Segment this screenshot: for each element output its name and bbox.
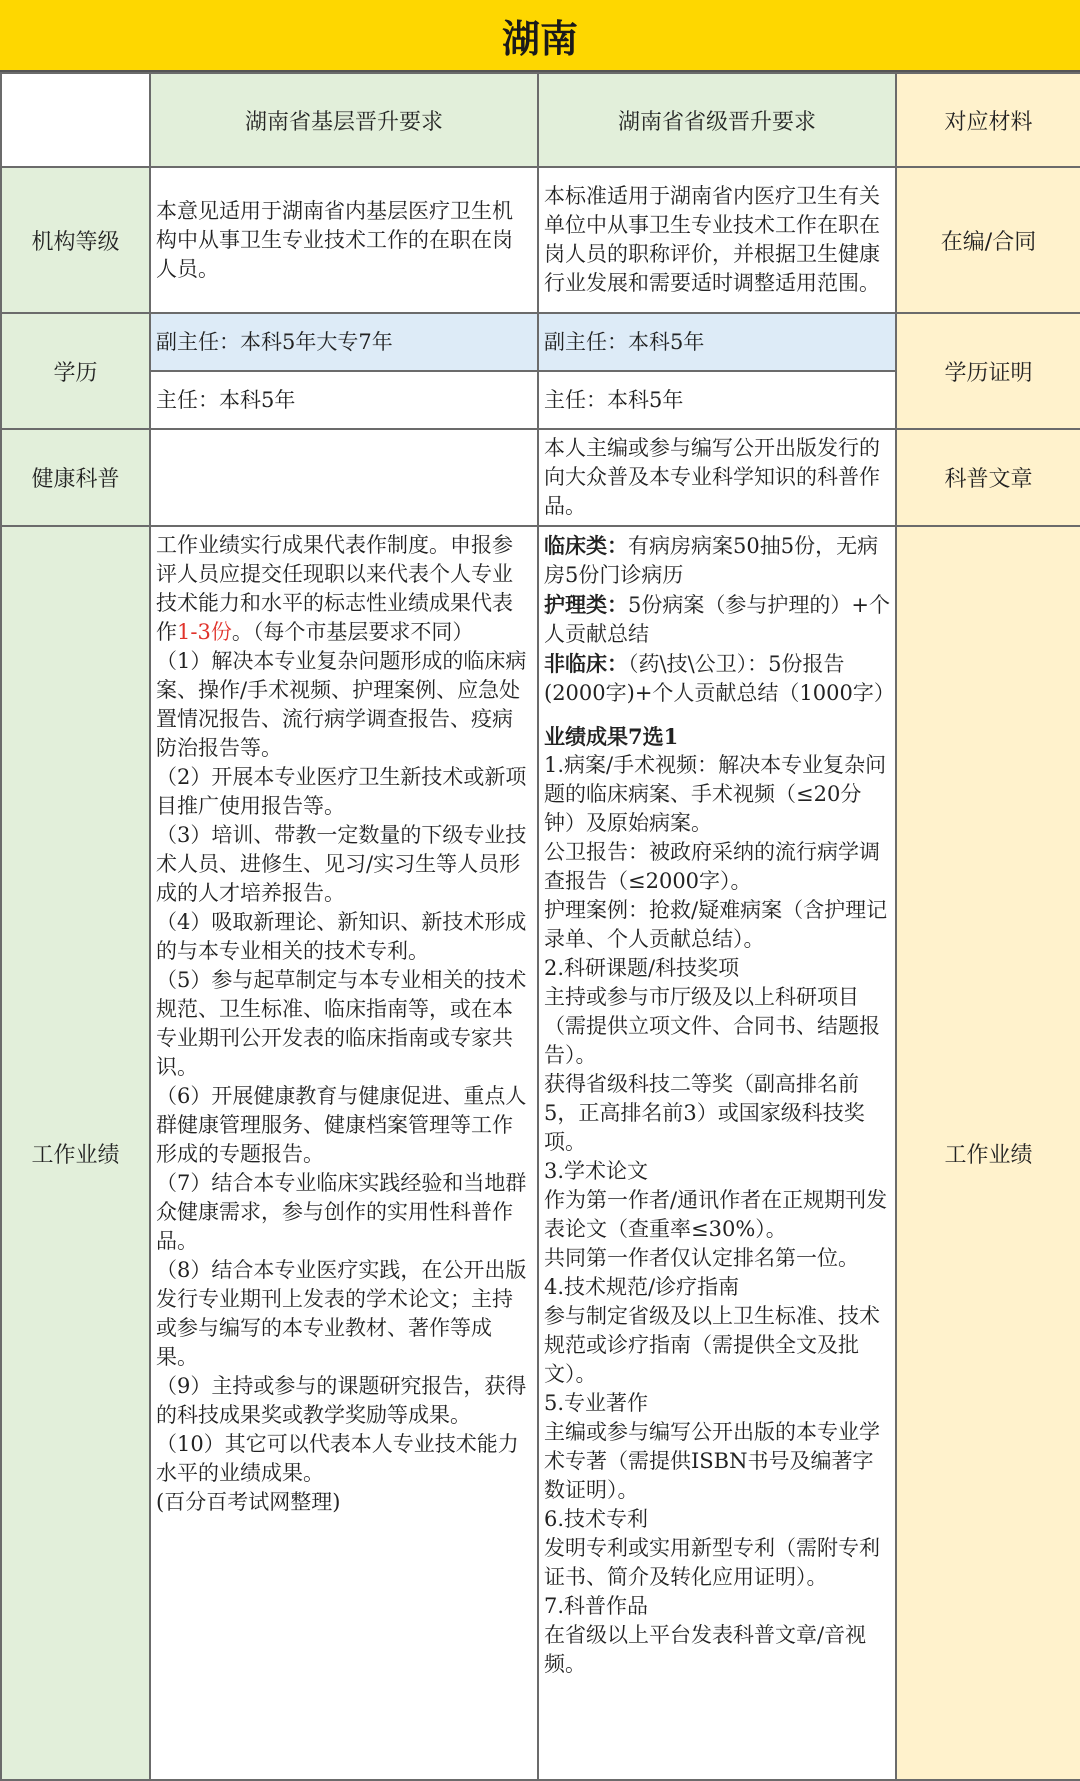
provincial-item: 发明专利或实用新型专利（需附专利证书、简介及转化应用证明）。 [544, 1536, 880, 1589]
row-label-education: 学历 [1, 313, 150, 429]
science-basic-text [150, 429, 538, 526]
basic-item: （5）参与起草制定与本专业相关的技术规范、卫生标准、临床指南等，或在本专业期刊公开发表的临床指南或专家共识。 [156, 968, 527, 1079]
institution-basic-text: 本意见适用于湖南省内基层医疗卫生机构中从事卫生专业技术工作的在职在岗人员。 [150, 167, 538, 313]
row-science [1, 429, 1080, 526]
provincial-item: 5.专业著作 [544, 1391, 649, 1415]
nonclinical-requirement [544, 649, 895, 708]
basic-item: （2）开展本专业医疗卫生新技术或新项目推广使用报告等。 [156, 765, 527, 818]
basic-item: （9）主持或参与的课题研究报告，获得的科技成果奖或教学奖励等成果。 [156, 1374, 527, 1427]
header-provincial: 湖南省省级晋升要求 [538, 73, 896, 167]
performance-material: 工作业绩 [896, 526, 1080, 1780]
row-education-deputy [1, 313, 1080, 371]
provincial-item: 4.技术规范/诊疗指南 [544, 1275, 740, 1299]
nursing-label: 护理类： [544, 592, 628, 617]
intro-text-after: 。（每个市基层要求不同） [231, 620, 474, 644]
row-label-performance: 工作业绩 [1, 526, 150, 1780]
institution-material: 在编/合同 [896, 167, 1080, 313]
provincial-item: 参与制定省级及以上卫生标准、技术规范或诊疗指南（需提供全文及批文）。 [544, 1304, 880, 1386]
provincial-item: 主持或参与市厅级及以上科研项目（需提供立项文件、合同书、结题报告）。 [544, 985, 880, 1067]
row-performance [1, 526, 1080, 1780]
clinical-requirement [544, 531, 890, 590]
provincial-item: 公卫报告：被政府采纳的流行病学调查报告（≤2000字）。 [544, 840, 880, 893]
provincial-item: 6.技术专利 [544, 1507, 649, 1531]
provincial-item: 作为第一作者/通讯作者在正规期刊发表论文（查重率≤30%）。 [544, 1188, 888, 1241]
institution-provincial-text: 本标准适用于湖南省内医疗卫生有关单位中从事卫生专业技术工作在职在岗人员的职称评价，并根据卫生健康行业发展和需要适时调整适用范围。 [538, 167, 896, 313]
comparison-table [0, 72, 1080, 1781]
basic-item: （4）吸取新理论、新知识、新技术形成的与本专业相关的技术专利。 [156, 910, 527, 963]
provincial-item: 主编或参与编写公开出版的本专业学术专著（需提供ISBN书号及编著字数证明）。 [544, 1420, 880, 1502]
basic-item: （3）培训、带教一定数量的下级专业技术人员、进修生、见习/实习生等人员形成的人才培养报告。 [156, 823, 527, 905]
performance-basic-cell [150, 526, 538, 1780]
basic-item: （6）开展健康教育与健康促进、重点人群健康管理服务、健康档案管理等工作形成的专题报告。 [156, 1084, 527, 1166]
header-basic: 湖南省基层晋升要求 [150, 73, 538, 167]
provincial-item: 7.科普作品 [544, 1594, 649, 1618]
education-basic-deputy: 副主任：本科5年大专7年 [150, 313, 538, 371]
clinical-text: 有病房病案50抽5份，无病房5份门诊病历 [544, 534, 879, 587]
nonclinical-text: （药\技\公卫）：5份报告(2000字)+个人贡献总结（1000字） [544, 652, 895, 705]
header-corner-cell [1, 73, 150, 167]
provincial-item: 1.病案/手术视频：解决本专业复杂问题的临床病案、手术视频（≤20分钟）及原始病案。 [544, 753, 887, 835]
header-material: 对应材料 [896, 73, 1080, 167]
spacer [544, 708, 890, 722]
row-label-institution: 机构等级 [1, 167, 150, 313]
provincial-item: 2.科研课题/科技奖项 [544, 956, 740, 980]
basic-item: （10）其它可以代表本人专业技术能力水平的业绩成果。 [156, 1432, 519, 1485]
performance-provincial-cell [538, 526, 896, 1780]
education-provincial-deputy: 副主任：本科5年 [538, 313, 896, 371]
science-provincial-text: 本人主编或参与编写公开出版发行的向大众普及本专业科学知识的科普作品。 [538, 429, 896, 526]
header-row [1, 73, 1080, 167]
provincial-item: 在省级以上平台发表科普文章/音视频。 [544, 1623, 867, 1676]
choose-title: 业绩成果7选1 [544, 724, 679, 749]
basic-item: （8）结合本专业医疗实践，在公开出版发行专业期刊上发表的学术论文；主持或参与编写的本专业教材、著作等成果。 [156, 1258, 527, 1369]
education-material: 学历证明 [896, 313, 1080, 429]
row-label-science: 健康科普 [1, 429, 150, 526]
provincial-item: 获得省级科技二等奖（副高排名前5，正高排名前3）或国家级科技奖项。 [544, 1072, 865, 1154]
provincial-item: 共同第一作者仅认定排名第一位。 [544, 1246, 859, 1270]
performance-basic-intro [156, 531, 532, 647]
source-note: (百分百考试网整理) [156, 1490, 341, 1514]
nursing-text: 5份病案（参与护理的）+个人贡献总结 [544, 593, 890, 646]
nursing-requirement [544, 590, 890, 649]
intro-text-before: 工作业绩实行成果代表作制度。申报参评人员应提交任现职以来代表个人专业技术能力和水平的标志性业绩成果代表作 [156, 533, 513, 644]
education-provincial-chief: 主任：本科5年 [538, 371, 896, 429]
nonclinical-label: 非临床： [544, 651, 628, 676]
page-title: 湖南 [0, 0, 1080, 72]
education-basic-chief: 主任：本科5年 [150, 371, 538, 429]
provincial-item: 护理案例：抢救/疑难病案（含护理记录单、个人贡献总结）。 [544, 898, 888, 951]
basic-item: （1）解决本专业复杂问题形成的临床病案、操作/手术视频、护理案例、应急处置情况报告、流行病学调查报告、疫病防治报告等。 [156, 649, 527, 760]
row-institution [1, 167, 1080, 313]
intro-highlight-count: 1-3份 [177, 620, 232, 644]
provincial-item: 3.学术论文 [544, 1159, 649, 1183]
clinical-label: 临床类： [544, 533, 628, 558]
basic-item: （7）结合本专业临床实践经验和当地群众健康需求，参与创作的实用性科普作品。 [156, 1171, 527, 1253]
science-material: 科普文章 [896, 429, 1080, 526]
